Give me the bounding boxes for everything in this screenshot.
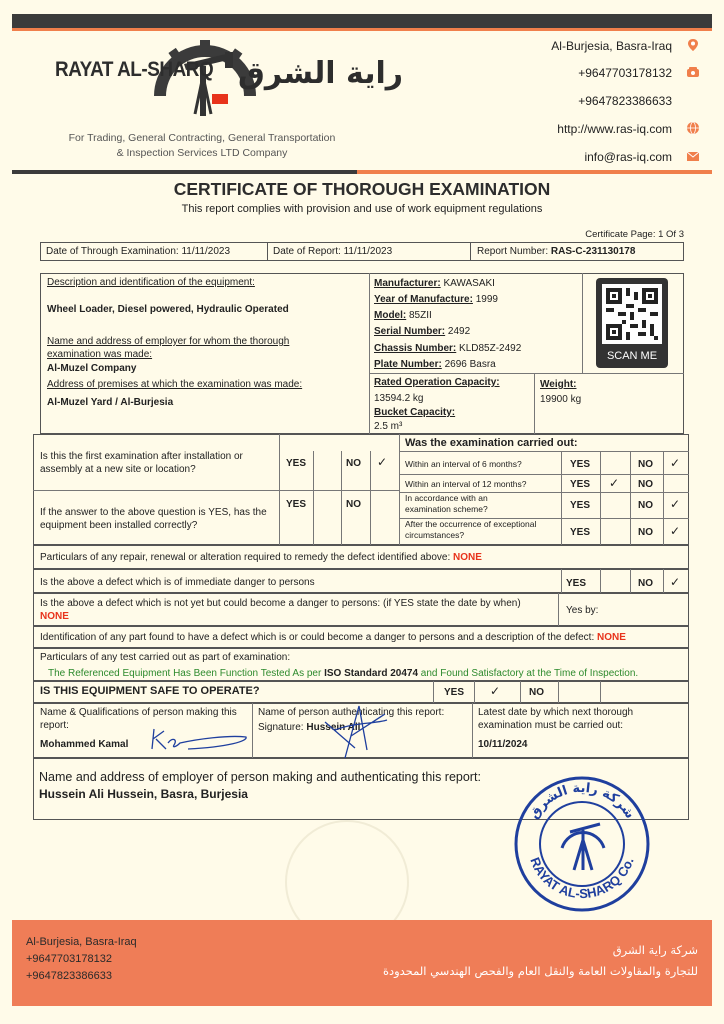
contact-email[interactable]: info@ras-iq.com: [584, 150, 672, 164]
future-danger-question: [40, 597, 550, 623]
interval-12-label: Within an interval of 12 months?: [405, 479, 527, 489]
interval-6-label: Within an interval of 6 months?: [405, 459, 522, 469]
serial-label: Serial Number:: [374, 326, 446, 337]
exceptional-label: After the occurrence of exceptional circumstances?: [405, 519, 537, 540]
company-stamp-icon: [508, 770, 656, 918]
weight-value: 19900 kg: [540, 394, 582, 405]
plate-label: Plate Number:: [374, 359, 442, 370]
contact-phone-2[interactable]: +9647823386633: [578, 94, 672, 108]
footer-contacts: [26, 934, 137, 985]
grid-line: [600, 569, 601, 593]
exceptional-yes[interactable]: YES: [570, 527, 591, 538]
manufacturer-label: Manufacturer:: [374, 278, 441, 289]
grid-line: [474, 681, 475, 703]
chassis-value: KLD85Z-2492: [456, 343, 522, 354]
interval-12-no[interactable]: NO: [638, 479, 653, 490]
footer-company-ar: [383, 940, 698, 982]
footer-address: Al-Burjesia, Basra-Iraq: [26, 936, 137, 948]
auth-label: Name of person authenticating this report:: [258, 707, 445, 718]
scheme-no-check: ✓: [670, 497, 681, 511]
chassis-number: [374, 342, 521, 355]
interval-12-yes[interactable]: YES: [570, 479, 591, 490]
grid-line: [630, 451, 631, 545]
tagline-line-1: For Trading, General Contracting, General Transportation: [68, 132, 336, 144]
repair-value: NONE: [453, 552, 482, 563]
safe-no[interactable]: NO: [529, 687, 544, 698]
qr-code-icon: [602, 284, 662, 344]
first-exam-question: Is this the first examination after installation or assembly at a new site or location?: [40, 451, 243, 475]
tests-label: Particulars of any test carried out as part of examination:: [40, 652, 291, 663]
interval-6-no[interactable]: NO: [638, 459, 653, 470]
tests-standard: ISO Standard 20474: [324, 668, 419, 679]
model-label: Model:: [374, 310, 407, 321]
installed-no[interactable]: NO: [346, 499, 361, 510]
interval-12-yes-check: ✓: [609, 476, 620, 490]
grid-line: [558, 593, 559, 626]
grid-line: [370, 451, 371, 545]
plate-value: 2696 Basra: [441, 359, 496, 370]
grid-line: [341, 451, 342, 545]
manufacturer: [374, 277, 495, 290]
grid-line: [399, 474, 689, 475]
yes-by-label: Yes by:: [566, 605, 599, 616]
qr-code-panel[interactable]: [596, 278, 668, 368]
exam-date: Date of Through Examination: 11/11/2023: [46, 246, 231, 257]
reporter-employer-value: Hussein Ali Hussein, Basra, Burjesia: [39, 787, 248, 801]
year-value: 1999: [472, 294, 498, 305]
grid-line: [558, 681, 559, 703]
maker-signature-icon: [148, 725, 253, 753]
interval-6-yes[interactable]: YES: [570, 459, 591, 470]
phone-icon: [686, 65, 700, 79]
top-accent-bar: [12, 28, 712, 31]
grid-line: [630, 569, 631, 593]
weight-label: Weight:: [540, 379, 577, 390]
signature-value: Hussein Ali: [306, 722, 361, 733]
immediate-no-check: ✓: [670, 575, 681, 589]
reporter-employer-label: Name and address of employer of person making and authenticating this report:: [39, 770, 481, 784]
employer-heading: Name and address of employer for whom the thorough examination was made:: [47, 336, 290, 360]
tests-result: [48, 667, 638, 680]
grid-line: [313, 451, 314, 545]
premises-value: Al-Muzel Yard / Al-Burjesia: [47, 397, 174, 408]
dates-divider: [470, 242, 471, 261]
tagline-line-2: & Inspection Services LTD Company: [116, 147, 288, 159]
contact-website[interactable]: http://www.ras-iq.com: [557, 122, 672, 136]
identification-particulars: [40, 631, 626, 644]
equipment-divider: [369, 273, 370, 434]
maker-value: Mohammed Kamal: [40, 739, 129, 750]
grid-line: [600, 451, 601, 545]
grid-line: [663, 451, 664, 545]
immediate-danger-question: Is the above a defect which is of immediate danger to persons: [40, 577, 315, 588]
equipment-divider: [534, 373, 535, 434]
certificate-subtitle: This report complies with provision and use of work equipment regulations: [181, 203, 543, 215]
report-number: [477, 245, 635, 258]
first-exam-yes[interactable]: YES: [286, 458, 307, 469]
footer-phone-2[interactable]: +9647823386633: [26, 970, 112, 982]
interval-6-no-check: ✓: [670, 456, 681, 470]
plate-number: [374, 358, 496, 371]
globe-icon: [686, 121, 700, 135]
top-bar: [12, 14, 712, 28]
header-divider-orange: [357, 170, 712, 174]
bucket-value: 2.5 m³: [374, 421, 403, 432]
model-value: 85ZII: [406, 310, 432, 321]
report-number-value: RAS-C-231130178: [550, 246, 636, 257]
grid-line: [561, 569, 562, 593]
grid-line: [33, 490, 399, 491]
immediate-yes[interactable]: YES: [566, 578, 587, 589]
exceptional-no-check: ✓: [670, 524, 681, 538]
contact-address: Al-Burjesia, Basra-Iraq: [551, 39, 672, 53]
grid-line: [399, 451, 689, 452]
scheme-no[interactable]: NO: [638, 500, 653, 511]
next-exam-label: Latest date by which next thorough examination must be carried out:: [478, 707, 634, 731]
scan-me-label: SCAN ME: [606, 350, 658, 362]
safe-yes[interactable]: YES: [444, 687, 465, 698]
exceptional-no[interactable]: NO: [638, 527, 653, 538]
grid-line: [520, 681, 521, 703]
identification-value: NONE: [597, 632, 626, 643]
company-tagline: [52, 131, 352, 161]
safe-question: IS THIS EQUIPMENT SAFE TO OPERATE?: [40, 685, 260, 697]
installed-yes[interactable]: YES: [286, 499, 307, 510]
company-name-ar: راية الشرق: [238, 56, 404, 91]
capacity-value: 13594.2 kg: [374, 393, 424, 404]
contact-phone-1[interactable]: +9647703178132: [578, 66, 672, 80]
year-label: Year of Manufacture:: [374, 294, 473, 305]
capacity-label: Rated Operation Capacity:: [374, 377, 500, 388]
mail-icon: [686, 149, 700, 163]
footer-phone-1[interactable]: +9647703178132: [26, 953, 112, 965]
premises-heading: Address of premises at which the examination was made:: [47, 379, 303, 390]
year-of-manufacture: [374, 293, 498, 306]
company-name-en: RAYAT AL-SHARQ: [55, 58, 214, 81]
desc-heading: Description and identification of the equipment:: [47, 277, 255, 288]
certificate-page-number: Certificate Page: 1 Of 3: [585, 229, 684, 240]
equipment-divider: [370, 373, 684, 374]
stamp-text-top: شركة راية الشرق: [526, 780, 638, 822]
footer-ar-line-1: شركة راية الشرق: [612, 943, 698, 957]
installed-question: If the answer to the above question is YES, has the equipment been installed correctly?: [40, 507, 267, 531]
location-pin-icon: [686, 38, 700, 52]
desc-value: Wheel Loader, Diesel powered, Hydraulic Operated: [47, 304, 289, 315]
bucket-label: Bucket Capacity:: [374, 407, 456, 418]
grid-line: [433, 681, 434, 703]
serial-number: [374, 325, 470, 338]
future-value: NONE: [40, 611, 69, 622]
chassis-label: Chassis Number:: [374, 343, 457, 354]
grid-line: [472, 703, 473, 758]
tests-pre: The Referenced Equipment Has Been Function Tested As per: [48, 668, 325, 679]
tests-post: and Found Satisfactory at the Time of Inspection.: [418, 668, 639, 679]
grid-line: [561, 451, 562, 545]
safe-yes-check: ✓: [490, 684, 501, 698]
grid-line: [600, 681, 601, 703]
scheme-label: In accordance with an examination scheme?: [405, 493, 488, 514]
future-label: Is the above a defect which is not yet but could become a danger to persons: (if YES state the date by when): [40, 598, 521, 609]
report-date: Date of Report: 11/11/2023: [273, 246, 393, 257]
footer-ar-line-2: للتجارة والمقاولات العامة والنقل العام والفحص الهندسي المحدودة: [382, 964, 698, 978]
manufacturer-value: KAWASAKI: [440, 278, 495, 289]
serial-value: 2492: [445, 326, 471, 337]
grid-line: [663, 569, 664, 593]
model: [374, 309, 432, 322]
next-exam-value: 10/11/2024: [478, 739, 528, 750]
header-divider-dark: [12, 170, 357, 174]
dates-divider: [267, 242, 268, 261]
maker-label: Name & Qualifications of person making this report:: [40, 707, 237, 731]
report-number-label: Report Number:: [477, 246, 551, 257]
repair-particulars: [40, 551, 482, 564]
equipment-divider: [582, 273, 583, 373]
identification-label: Identification of any part found to have a defect which is or could become a danger to persons and a description of the defect:: [40, 632, 598, 643]
certificate-title: CERTIFICATE OF THOROUGH EXAMINATION: [173, 179, 551, 199]
first-exam-no[interactable]: NO: [346, 458, 361, 469]
signature-label: Signature:: [258, 722, 307, 733]
first-exam-no-check: ✓: [377, 455, 388, 469]
scheme-yes[interactable]: YES: [570, 500, 591, 511]
carried-out-heading: Was the examination carried out:: [405, 437, 578, 449]
immediate-no[interactable]: NO: [638, 578, 653, 589]
repair-label: Particulars of any repair, renewal or alteration required to remedy the defect identified above:: [40, 552, 454, 563]
employer-value: Al-Muzel Company: [47, 363, 137, 374]
auth-signature-icon: [315, 700, 395, 760]
stamp-text-bottom: RAYAT AL-SHARQ Co.: [527, 855, 637, 902]
